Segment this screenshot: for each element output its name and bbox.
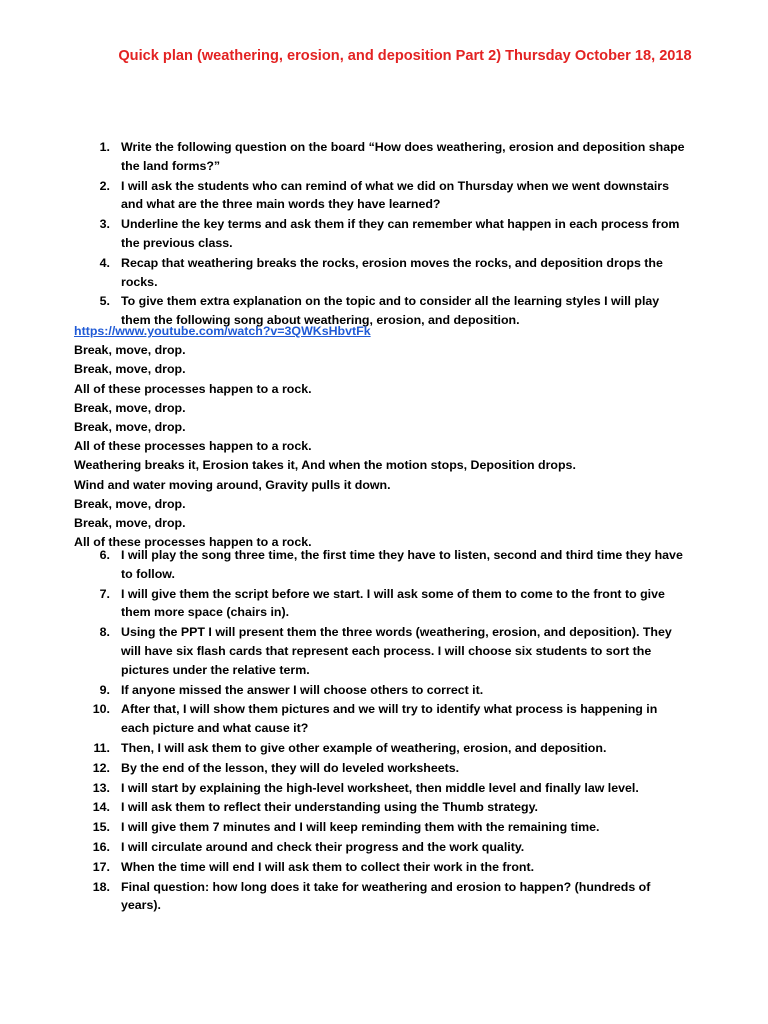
lyric-line: Break, move, drop. bbox=[74, 343, 186, 358]
list-item-number: 10. bbox=[92, 702, 110, 717]
list-item-text: Using the PPT I will present them the three words (weathering, erosion, and deposition). They will have six flash cards that represent each process. I will choose six students to sort the pictures under the relative term. bbox=[121, 625, 672, 677]
lyric-line: Break, move, drop. bbox=[74, 515, 186, 530]
list-item-text: Recap that weathering breaks the rocks, erosion moves the rocks, and deposition drops the rocks. bbox=[121, 255, 663, 289]
list-item-number: 14. bbox=[92, 800, 110, 815]
list-item-number: 6. bbox=[99, 548, 110, 562]
lyric-line: Break, move, drop. bbox=[74, 496, 186, 511]
list-item-number: 12. bbox=[92, 760, 110, 775]
list-item-text: I will circulate around and check their progress and the work quality. bbox=[121, 839, 525, 854]
lyric-line: Break, move, drop. bbox=[74, 400, 186, 415]
list-item-text: Final question: how long does it take for weathering and erosion to happen? (hundreds of years). bbox=[121, 879, 651, 913]
list-item bbox=[0, 254, 768, 292]
list-item-number: 15. bbox=[92, 820, 110, 835]
list-item-number: 4. bbox=[99, 255, 110, 270]
lyric-line: Break, move, drop. bbox=[74, 362, 186, 377]
list-item bbox=[0, 215, 768, 253]
song-lyrics bbox=[74, 341, 714, 552]
list-item bbox=[0, 818, 768, 837]
list-item bbox=[0, 700, 768, 738]
list-item bbox=[0, 681, 768, 700]
lyric-line: All of these processes happen to a rock. bbox=[74, 535, 312, 550]
list-item bbox=[0, 138, 768, 176]
list-item-text: I will ask the students who can remind of what we did on Thursday when we went downstairs and what are the three main words they have learned? bbox=[121, 178, 670, 212]
list-item bbox=[0, 177, 768, 215]
lyric-line: All of these processes happen to a rock. bbox=[74, 381, 312, 396]
list-item-text: I will ask them to reflect their understanding using the Thumb strategy. bbox=[121, 800, 538, 815]
list-item-text: I will play the song three time, the first time they have to listen, second and third time they have to follow. bbox=[121, 548, 683, 581]
list-item-text: Write the following question on the board “How does weathering, erosion and deposition shape the land forms?” bbox=[121, 140, 685, 173]
list-item-number: 16. bbox=[92, 839, 110, 854]
list-item bbox=[0, 798, 768, 817]
list-item-number: 18. bbox=[92, 879, 110, 894]
page-title: Quick plan (weathering, erosion, and deposition Part 2) Thursday October 18, 2018 bbox=[118, 48, 692, 64]
list-item-number: 5. bbox=[99, 294, 110, 309]
list-item bbox=[0, 858, 768, 877]
list-item-number: 11. bbox=[93, 740, 110, 755]
list-item-number: 13. bbox=[92, 780, 110, 795]
list-item bbox=[0, 623, 768, 679]
list-item bbox=[0, 585, 768, 623]
lyric-line: Weathering breaks it, Erosion takes it, And when the motion stops, Deposition drops. bbox=[74, 458, 576, 473]
list-item bbox=[0, 838, 768, 857]
list-item bbox=[0, 546, 768, 584]
song-section bbox=[74, 322, 714, 552]
list-item-number: 17. bbox=[92, 859, 110, 874]
list-item-text: Then, I will ask them to give other example of weathering, erosion, and deposition. bbox=[121, 740, 607, 755]
list-item-text: Underline the key terms and ask them if they can remember what happen in each process from the previous class. bbox=[121, 217, 680, 250]
list-item-number: 2. bbox=[99, 178, 110, 193]
song-link[interactable]: https://www.youtube.com/watch?v=3QWKsHbvtFk bbox=[74, 324, 371, 338]
list-item-text: When the time will end I will ask them to collect their work in the front. bbox=[121, 859, 535, 874]
list-item-text: By the end of the lesson, they will do leveled worksheets. bbox=[121, 760, 460, 775]
list-item-text: To give them extra explanation on the topic and to consider all the learning styles I will play them the following song about weathering, erosion, and deposition. bbox=[121, 294, 660, 328]
plan-steps-part1 bbox=[0, 138, 768, 331]
plan-steps-part2 bbox=[0, 546, 768, 916]
list-item-text: I will start by explaining the high-level worksheet, then middle level and finally law level. bbox=[121, 780, 639, 795]
lyric-line: Wind and water moving around, Gravity pulls it down. bbox=[74, 477, 391, 492]
list-item-text: If anyone missed the answer I will choose others to correct it. bbox=[121, 682, 484, 697]
list-item-text: I will give them the script before we start. I will ask some of them to come to the front to give them more space (chairs in). bbox=[121, 586, 665, 620]
list-item-text: I will give them 7 minutes and I will keep reminding them with the remaining time. bbox=[121, 820, 600, 835]
list-item bbox=[0, 739, 768, 758]
list-item-number: 1. bbox=[99, 140, 110, 154]
list-item-number: 8. bbox=[99, 625, 110, 640]
list-item-number: 3. bbox=[99, 217, 110, 232]
list-item-number: 9. bbox=[99, 682, 110, 697]
list-item-number: 7. bbox=[99, 586, 110, 601]
lyric-line: Break, move, drop. bbox=[74, 419, 186, 434]
list-item-text: After that, I will show them pictures and we will try to identify what process is happening in each picture and what cause it? bbox=[121, 702, 658, 736]
list-item bbox=[0, 759, 768, 778]
lyric-line: All of these processes happen to a rock. bbox=[74, 439, 312, 454]
list-item bbox=[0, 779, 768, 798]
list-item bbox=[0, 878, 768, 916]
